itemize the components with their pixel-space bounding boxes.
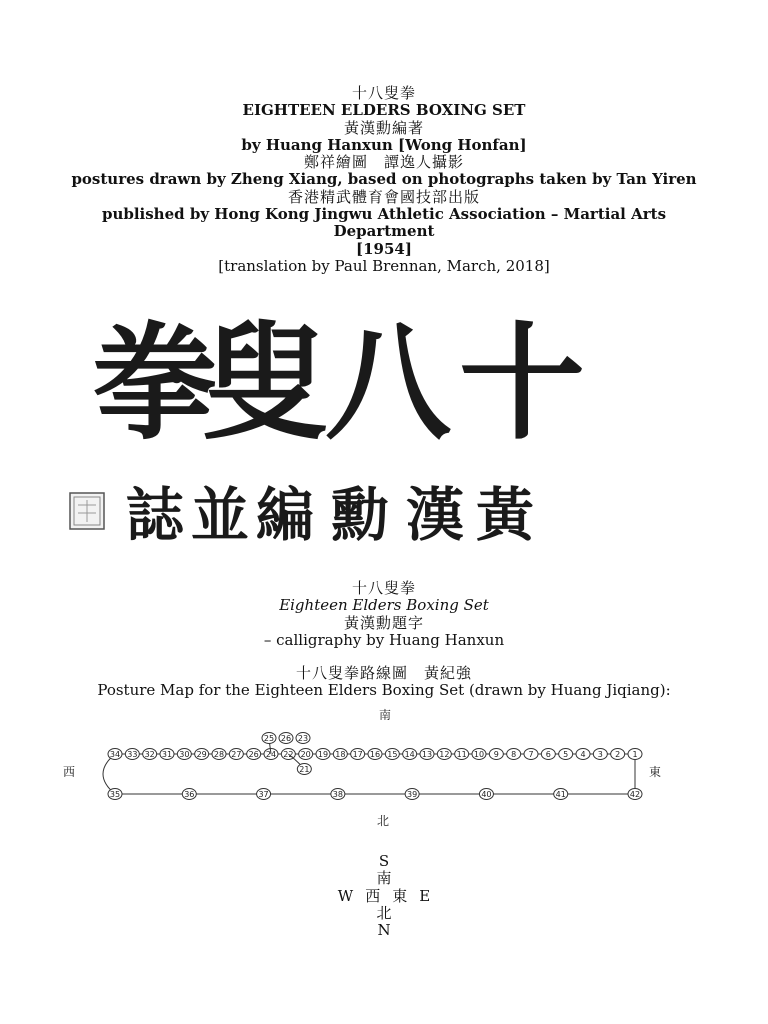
posture-node-11-label: 11 [456,750,467,759]
caption-cjk-credit: 黃漢勳題字 [343,613,424,632]
posture-node-4-label: 4 [580,750,586,759]
posture-node-21-label: 21 [299,765,310,774]
posture-node-1-label: 1 [632,750,638,759]
posture-node-41-label: 41 [555,790,566,799]
map-heading-cjk: 十八叟拳路線圖 黃紀強 [295,664,472,682]
english-title: EIGHTEEN ELDERS BOXING SET [242,101,526,120]
cjk-postures: 鄭祥繪圖 譚逸人攝影 [303,153,464,172]
calligraphy-small-4: 編 [255,481,315,549]
posture-node-13-label: 13 [421,750,433,759]
posture-node-39-label: 39 [407,790,418,799]
calligraphy-small-3: 勳 [330,481,390,549]
posture-node-6-label: 6 [545,750,551,759]
posture-node-14-label: 14 [404,750,415,759]
calligraphy-small-6: 誌 [125,481,185,549]
posture-node-19-label: 19 [317,750,329,759]
compass-e-cjk: 東 [392,886,408,905]
posture-node-35-label: 35 [109,790,121,799]
translation-line: [translation by Paul Brennan, March, 2018] [218,256,550,275]
posture-node-26-label: 26 [248,750,259,759]
posture-node-16-label: 16 [369,750,381,759]
posture-node-20-label: 20 [300,750,311,759]
posture-node-30-label: 30 [179,750,190,759]
compass-legend [0,853,768,939]
caption-cjk-title: 十八叟拳 [351,579,416,597]
posture-node-40-label: 40 [481,790,492,799]
map-west-label: 西 [62,765,76,779]
posture-node-9-label: 9 [493,750,499,759]
calligraphy-char-3: 叟 [202,309,328,457]
document-header [0,85,768,275]
posture-node-26-label: 26 [280,734,292,743]
calligraphy-char-2: 八 [325,309,451,457]
calligraphy-small-2: 漢 [405,481,465,549]
posture-node-33-label: 33 [127,750,138,759]
year-line: [1954] [356,239,412,258]
caption-title: Eighteen Elders Boxing Set [279,596,489,615]
compass-s: S [378,852,390,870]
cjk-publisher: 香港精武體育會國技部出版 [287,187,480,206]
posture-node-15-label: 15 [387,750,398,759]
posture-node-32-label: 32 [144,750,155,759]
calligraphy-small-5: 並 [190,481,250,549]
map-south-label: 南 [378,708,392,722]
posture-node-37-label: 37 [258,790,269,799]
posture-node-12-label: 12 [439,750,450,759]
publisher-line: published by Hong Kong Jingwu Athletic Association – Martial Arts Department [101,205,667,241]
posture-node-3-label: 3 [597,750,603,759]
compass-e: E [419,886,431,905]
posture-node-28-label: 28 [213,750,225,759]
author-line: by Huang Hanxun [Wong Honfan] [241,135,527,154]
posture-map-diagram [55,705,680,830]
map-north-label: 北 [376,814,390,828]
posture-node-36-label: 36 [184,790,195,799]
cjk-author: 黃漢勳編著 [343,118,424,137]
posture-node-31-label: 31 [161,750,173,759]
posture-node-27-label: 27 [231,750,242,759]
posture-node-34-label: 34 [109,750,121,759]
compass-middle-row [0,888,768,905]
posture-node-23-label: 23 [297,734,309,743]
posture-node-17-label: 17 [352,750,363,759]
compass-w-cjk: 西 [365,886,381,905]
posture-node-10-label: 10 [473,750,485,759]
small-calligraphy [126,481,537,549]
posture-node-42-label: 42 [629,790,641,799]
posture-node-7-label: 7 [528,750,534,759]
map-heading-english: Posture Map for the Eighteen Elders Boxing Set (drawn by Huang Jiqiang): [97,681,671,700]
compass-n-cjk: 北 [376,903,392,922]
cjk-title: 十八叟拳 [351,84,416,102]
posture-node-25-label: 25 [263,734,275,743]
calligraphy-char-1: 十 [459,309,585,457]
posture-node-18-label: 18 [335,750,346,759]
posture-node-2-label: 2 [615,750,621,759]
large-calligraphy [92,309,585,457]
posture-node-38-label: 38 [332,790,343,799]
map-east-label: 東 [648,765,662,779]
posture-node-29-label: 29 [196,750,207,759]
posture-node-22-label: 22 [283,750,294,759]
calligraphy-small-1: 黃 [475,481,535,549]
compass-n: N [377,921,391,940]
route-curve-west [103,754,115,794]
posture-node-24-label: 24 [265,750,277,759]
compass-s-cjk: 南 [376,869,392,888]
calligraphy-image [60,295,600,557]
compass-w: W [337,886,354,905]
postures-line: postures drawn by Zheng Xiang, based on photographs taken by Tan Yiren [71,170,697,189]
calligraphy-char-4: 拳 [92,309,218,457]
caption-credit: – calligraphy by Huang Hanxun [263,630,505,649]
map-heading [0,665,768,700]
calligraphy-caption [0,580,768,649]
posture-node-8-label: 8 [511,750,517,759]
posture-node-5-label: 5 [563,750,569,759]
seal-stamp [70,493,104,529]
